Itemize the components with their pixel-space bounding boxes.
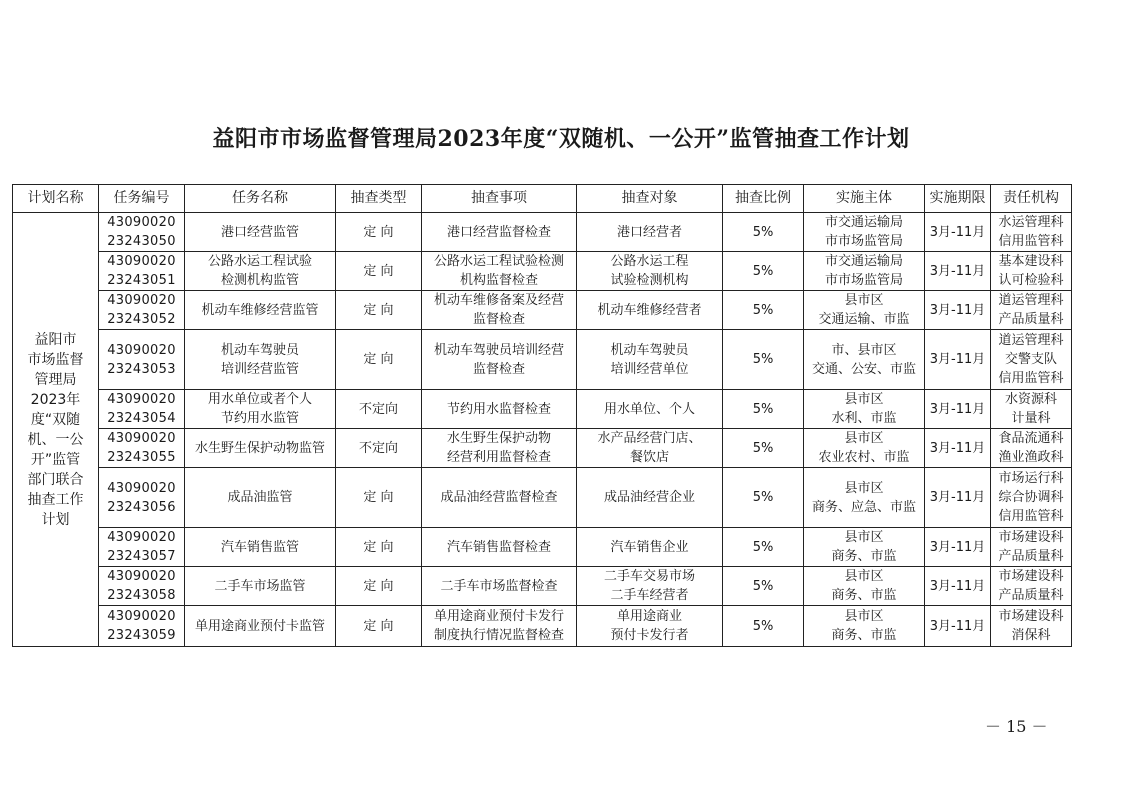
- header-implementation-period: 实施期限: [925, 185, 991, 213]
- task-name-cell: 用水单位或者个人 节约用水监管: [185, 390, 336, 429]
- inspection-ratio-cell: 5%: [723, 429, 804, 468]
- implementing-body-cell: 市、县市区 交通、公安、市监: [804, 330, 925, 390]
- task-id-cell: 43090020 23243051: [99, 252, 185, 291]
- implementing-body-cell: 市交通运输局 市市场监管局: [804, 252, 925, 291]
- implementation-period-cell: 3月-11月: [925, 468, 991, 528]
- task-name-cell: 机动车驾驶员 培训经营监管: [185, 330, 336, 390]
- responsible-org-cell: 水资源科 计量科: [991, 390, 1072, 429]
- responsible-org-cell: 水运管理科 信用监管科: [991, 213, 1072, 252]
- inspection-type-cell: 定 向: [336, 567, 422, 606]
- responsible-org-cell: 市场建设科 产品质量科: [991, 528, 1072, 567]
- implementation-period-cell: 3月-11月: [925, 390, 991, 429]
- header-task-name: 任务名称: [185, 185, 336, 213]
- table-row: [13, 252, 1072, 291]
- responsible-org-cell: 市场建设科 消保科: [991, 606, 1072, 647]
- implementing-body-cell: 县市区 商务、市监: [804, 606, 925, 647]
- inspection-type-cell: 定 向: [336, 213, 422, 252]
- table-row: [13, 213, 1072, 252]
- inspection-ratio-cell: 5%: [723, 252, 804, 291]
- document-title: 益阳市市场监督管理局2023年度“双随机、一公开”监管抽查工作计划: [212, 126, 910, 152]
- inspection-target-cell: 水产品经营门店、 餐饮店: [577, 429, 723, 468]
- task-name-cell: 汽车销售监管: [185, 528, 336, 567]
- task-name-cell: 公路水运工程试验 检测机构监管: [185, 252, 336, 291]
- table-row: [13, 606, 1072, 647]
- inspection-type-cell: 定 向: [336, 528, 422, 567]
- task-id-cell: 43090020 23243059: [99, 606, 185, 647]
- implementation-period-cell: 3月-11月: [925, 252, 991, 291]
- inspection-item-cell: 汽车销售监督检查: [422, 528, 577, 567]
- task-name-cell: 港口经营监管: [185, 213, 336, 252]
- implementing-body-cell: 县市区 商务、市监: [804, 528, 925, 567]
- table-body: [13, 213, 1072, 647]
- header-implementing-body: 实施主体: [804, 185, 925, 213]
- implementation-period-cell: 3月-11月: [925, 330, 991, 390]
- header-inspection-item: 抽查事项: [422, 185, 577, 213]
- inspection-ratio-cell: 5%: [723, 606, 804, 647]
- inspection-target-cell: 公路水运工程 试验检测机构: [577, 252, 723, 291]
- table-row: [13, 528, 1072, 567]
- inspection-item-cell: 单用途商业预付卡发行 制度执行情况监督检查: [422, 606, 577, 647]
- task-id-cell: 43090020 23243058: [99, 567, 185, 606]
- inspection-item-cell: 水生野生保护动物 经营利用监督检查: [422, 429, 577, 468]
- table-header-row: [13, 185, 1072, 213]
- inspection-type-cell: 定 向: [336, 252, 422, 291]
- header-plan-name: 计划名称: [13, 185, 99, 213]
- inspection-target-cell: 机动车驾驶员 培训经营单位: [577, 330, 723, 390]
- inspection-item-cell: 公路水运工程试验检测 机构监督检查: [422, 252, 577, 291]
- inspection-item-cell: 节约用水监督检查: [422, 390, 577, 429]
- inspection-type-cell: 定 向: [336, 330, 422, 390]
- task-name-cell: 单用途商业预付卡监管: [185, 606, 336, 647]
- inspection-target-cell: 机动车维修经营者: [577, 291, 723, 330]
- inspection-ratio-cell: 5%: [723, 567, 804, 606]
- task-id-cell: 43090020 23243053: [99, 330, 185, 390]
- inspection-ratio-cell: 5%: [723, 468, 804, 528]
- implementing-body-cell: 县市区 交通运输、市监: [804, 291, 925, 330]
- responsible-org-cell: 道运管理科 交警支队 信用监管科: [991, 330, 1072, 390]
- responsible-org-cell: 市场建设科 产品质量科: [991, 567, 1072, 606]
- inspection-type-cell: 定 向: [336, 291, 422, 330]
- implementing-body-cell: 县市区 水利、市监: [804, 390, 925, 429]
- inspection-target-cell: 二手车交易市场 二手车经营者: [577, 567, 723, 606]
- header-inspection-target: 抽查对象: [577, 185, 723, 213]
- implementation-period-cell: 3月-11月: [925, 567, 991, 606]
- task-name-cell: 机动车维修经营监管: [185, 291, 336, 330]
- inspection-type-cell: 定 向: [336, 606, 422, 647]
- implementation-period-cell: 3月-11月: [925, 429, 991, 468]
- inspection-target-cell: 成品油经营企业: [577, 468, 723, 528]
- responsible-org-cell: 市场运行科 综合协调科 信用监管科: [991, 468, 1072, 528]
- implementation-period-cell: 3月-11月: [925, 213, 991, 252]
- task-name-cell: 水生野生保护动物监管: [185, 429, 336, 468]
- inspection-type-cell: 不定向: [336, 390, 422, 429]
- table-row: [13, 390, 1072, 429]
- table-row: [13, 291, 1072, 330]
- responsible-org-cell: 道运管理科 产品质量科: [991, 291, 1072, 330]
- task-id-cell: 43090020 23243050: [99, 213, 185, 252]
- inspection-target-cell: 港口经营者: [577, 213, 723, 252]
- task-id-cell: 43090020 23243057: [99, 528, 185, 567]
- implementing-body-cell: 县市区 商务、应急、市监: [804, 468, 925, 528]
- responsible-org-cell: 食品流通科 渔业渔政科: [991, 429, 1072, 468]
- inspection-ratio-cell: 5%: [723, 330, 804, 390]
- table-row: [13, 330, 1072, 390]
- inspection-ratio-cell: 5%: [723, 390, 804, 429]
- inspection-item-cell: 二手车市场监督检查: [422, 567, 577, 606]
- implementation-period-cell: 3月-11月: [925, 528, 991, 567]
- header-inspection-type: 抽查类型: [336, 185, 422, 213]
- inspection-target-cell: 用水单位、个人: [577, 390, 723, 429]
- table-row: [13, 429, 1072, 468]
- implementation-period-cell: 3月-11月: [925, 606, 991, 647]
- header-task-id: 任务编号: [99, 185, 185, 213]
- inspection-ratio-cell: 5%: [723, 213, 804, 252]
- inspection-target-cell: 汽车销售企业: [577, 528, 723, 567]
- implementing-body-cell: 县市区 商务、市监: [804, 567, 925, 606]
- inspection-item-cell: 港口经营监督检查: [422, 213, 577, 252]
- implementing-body-cell: 市交通运输局 市市场监管局: [804, 213, 925, 252]
- implementation-period-cell: 3月-11月: [925, 291, 991, 330]
- table-row: [13, 567, 1072, 606]
- task-name-cell: 二手车市场监管: [185, 567, 336, 606]
- page-number: － 15 －: [985, 717, 1048, 736]
- task-id-cell: 43090020 23243056: [99, 468, 185, 528]
- inspection-item-cell: 成品油经营监督检查: [422, 468, 577, 528]
- inspection-item-cell: 机动车驾驶员培训经营 监督检查: [422, 330, 577, 390]
- responsible-org-cell: 基本建设科 认可检验科: [991, 252, 1072, 291]
- header-inspection-ratio: 抽查比例: [723, 185, 804, 213]
- inspection-plan-table: [12, 184, 1072, 647]
- task-id-cell: 43090020 23243054: [99, 390, 185, 429]
- task-id-cell: 43090020 23243052: [99, 291, 185, 330]
- inspection-item-cell: 机动车维修备案及经营 监督检查: [422, 291, 577, 330]
- inspection-type-cell: 定 向: [336, 468, 422, 528]
- plan-name-cell: 益阳市 市场监督 管理局 2023年 度“双随 机、一公 开”监管 部门联合 抽查工作 计划: [13, 213, 99, 647]
- header-responsible-org: 责任机构: [991, 185, 1072, 213]
- inspection-ratio-cell: 5%: [723, 291, 804, 330]
- inspection-ratio-cell: 5%: [723, 528, 804, 567]
- table-row: [13, 468, 1072, 528]
- task-id-cell: 43090020 23243055: [99, 429, 185, 468]
- task-name-cell: 成品油监管: [185, 468, 336, 528]
- implementing-body-cell: 县市区 农业农村、市监: [804, 429, 925, 468]
- inspection-target-cell: 单用途商业 预付卡发行者: [577, 606, 723, 647]
- inspection-type-cell: 不定向: [336, 429, 422, 468]
